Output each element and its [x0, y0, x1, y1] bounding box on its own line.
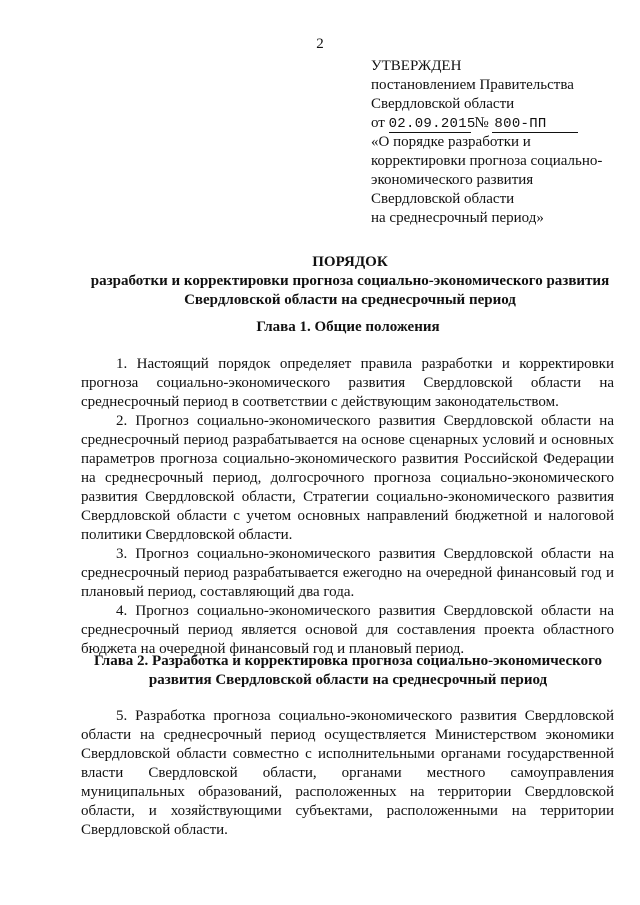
- approval-line: Свердловской области: [371, 191, 515, 207]
- title-sub: Свердловской области на среднесрочный период: [184, 292, 516, 308]
- page-number: 2: [316, 36, 324, 52]
- chapter2-body: [81, 707, 614, 840]
- title-main: ПОРЯДОК: [312, 254, 388, 270]
- approval-date: 02.09.2015: [388, 116, 476, 132]
- approval-line: Свердловской области: [371, 96, 515, 112]
- paragraph: 1. Настоящий порядок определяет правила разработки и корректировки прогноза социально-экономического развития Свердловской области на среднесрочный период в соответствии с действующим законодательством.: [81, 356, 614, 410]
- approval-line: «О порядке разработки и: [371, 134, 531, 150]
- chapter2-heading: [60, 652, 636, 690]
- paragraph: 2. Прогноз социально-экономического развития Свердловской области на среднесрочный период разрабатывается на основе сценарных условий и основных параметров прогноза социально-экономического развития Российской Федерации на среднесрочный период, долгосрочного прогноза социально-экономического развития Свердловской области, Стратегии социально-экономического развития Свердловской области с учетом основных направлений бюджетной и налоговой политики Свердловской области.: [81, 413, 614, 543]
- chapter1-body: [81, 355, 614, 659]
- approval-line: на среднесрочный период»: [371, 210, 544, 226]
- approval-line: корректировки прогноза социально-: [371, 153, 603, 169]
- title-sub: разработки и корректировки прогноза социально-экономического развития: [90, 273, 610, 289]
- chapter2-heading-line: развития Свердловской области на среднесрочный период: [148, 672, 548, 688]
- number-prefix: №: [474, 115, 489, 131]
- document-title: [60, 253, 640, 310]
- paragraph: 3. Прогноз социально-экономического развития Свердловской области на среднесрочный период разрабатывается ежегодно на очередной финансовый год и плановый период, составляющий два года.: [81, 546, 614, 600]
- approval-line: постановлением Правительства: [371, 77, 574, 93]
- approval-heading: УТВЕРЖДЕН: [371, 58, 462, 74]
- approval-line: экономического развития: [371, 172, 534, 188]
- paragraph: 5. Разработка прогноза социально-экономического развития Свердловской области на среднесрочный период осуществляется Министерством экономики Свердловской области совместно с исполнительными органами государственной власти Свердловской области, органами местного самоуправления муниципальных образований, расположенных на территории Свердловской области, и хозяйствующими субъектами, расположенными на территории Свердловской области.: [81, 708, 614, 838]
- approval-stamp: [371, 57, 631, 228]
- approval-date-line: [371, 114, 631, 133]
- approval-number: 800-ПП: [492, 117, 578, 133]
- chapter1-heading: Глава 1. Общие положения: [256, 319, 440, 335]
- chapter2-heading-line: Глава 2. Разработка и корректировка прогноза социально-экономического: [93, 653, 603, 669]
- date-prefix: от: [371, 115, 385, 131]
- paragraph: 4. Прогноз социально-экономического развития Свердловской области на среднесрочный период является основой для составления проекта областного бюджета на очередной финансовый год и плановый период.: [81, 603, 614, 657]
